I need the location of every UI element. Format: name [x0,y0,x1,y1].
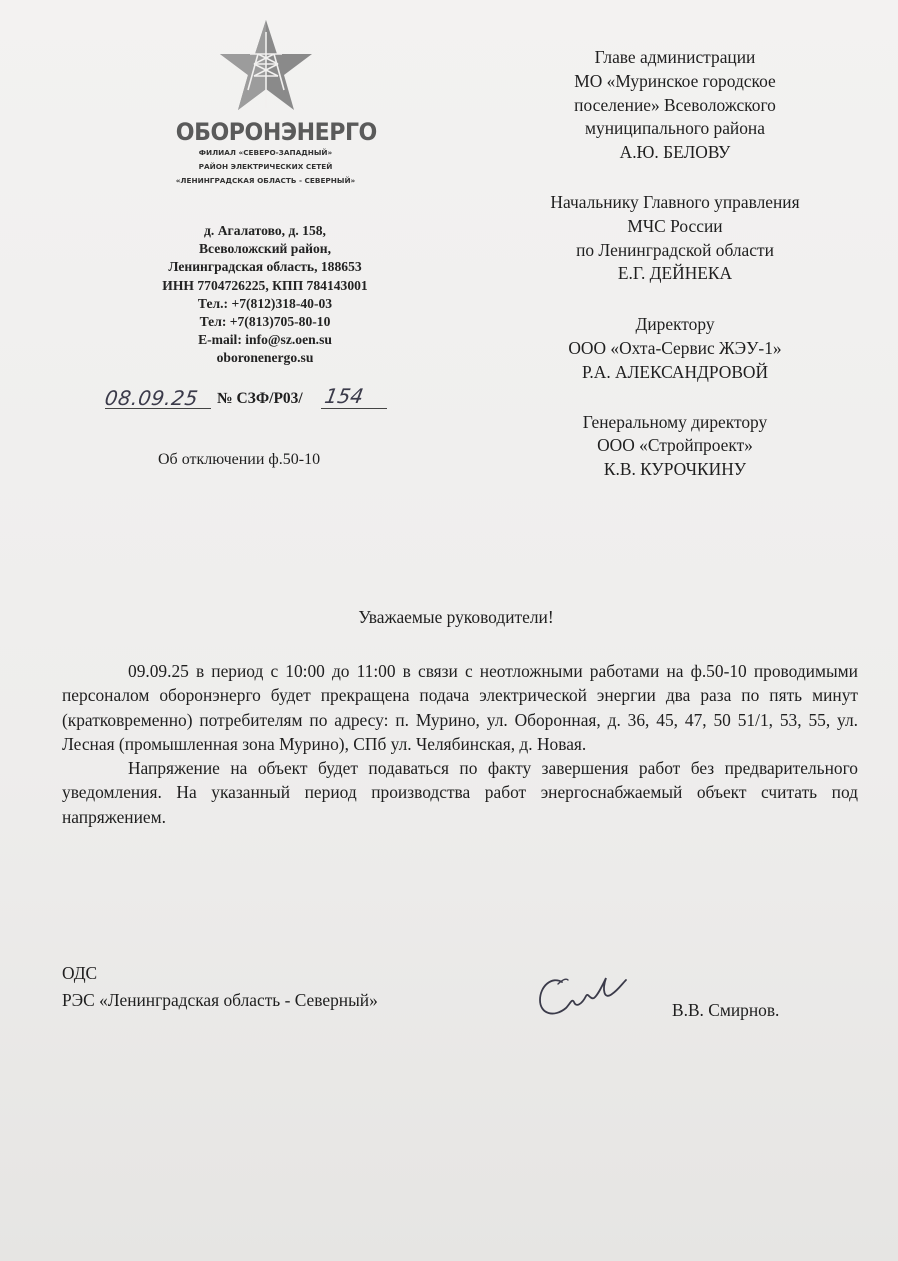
recipient-line: Е.Г. ДЕЙНЕКА [617,263,733,284]
signatory-org-line-2: РЭС «Ленинградская область - Северный» [62,990,378,1010]
sender-phone-2: Тел: +7(813)705-80-10 [199,314,331,330]
recipient-stroyproekt [490,411,860,482]
recipient-line: ООО «Охта-Сервис ЖЭУ-1» [568,337,782,358]
star-emblem-icon [218,18,314,116]
recipient-line: Р.А. АЛЕКСАНДРОВОЙ [581,361,769,382]
branch-line-3: «ЛЕНИНГРАДСКАЯ ОБЛАСТЬ - СЕВЕРНЫЙ» [175,176,356,185]
recipient-line: по Ленинградской области [576,239,774,260]
sender-email: E-mail: info@sz.oen.su [198,332,332,348]
sender-phone-1: Тел.: +7(812)318-40-03 [197,295,333,311]
recipient-line: К.В. КУРОЧКИНУ [603,459,747,480]
recipient-administration [490,46,860,165]
recipient-line: муниципального района [585,118,765,139]
signatory-name: В.В. Смирнов. [672,1000,780,1020]
branch-line-2: РАЙОН ЭЛЕКТРИЧЕСКИХ СЕТЕЙ [198,162,333,171]
recipient-line: Главе администрации [594,47,756,67]
signatory-org-line-1: ОДС [62,963,98,983]
recipient-line: Генеральному директору [582,411,768,432]
company-logo [168,18,377,188]
reference-label: № СЗФ/Р03/ [217,390,303,407]
letter-subject: Об отключении ф.50-10 [158,451,321,468]
signatory-organization [62,960,378,1014]
sender-address-line-3: Ленинградская область, 188653 [168,259,362,275]
recipient-line: поселение» Всеволожского [574,94,776,115]
recipient-okhta-service [490,313,860,384]
brand-name: ОБОРОНЭНЕРГО [175,118,377,146]
reference-line [105,386,405,416]
recipient-mchs [490,191,860,286]
recipient-line: МО «Муринское городское [574,70,776,91]
sender-address-line-1: д. Агалатово, д. 158, [204,223,326,238]
salutation: Уважаемые руководители! [358,607,554,627]
sender-details [120,222,410,368]
handwritten-reference-number: 154 [322,384,366,408]
sender-inn: ИНН 7704726225, КПП 784143001 [162,277,368,293]
handwritten-signature [532,968,632,1029]
date-underline [105,408,211,409]
recipient-line: МЧС России [627,215,723,236]
recipient-line: А.Ю. БЕЛОВУ [619,142,731,163]
recipient-line: ООО «Стройпроект» [597,435,753,456]
body-paragraph-2: Напряжение на объект будет подаваться по факту завершения работ без предварительного уведомления. На указанный период производства работ энергоснабжаемый объект считать под напряжением. [62,758,858,827]
recipient-line: Директору [635,314,715,335]
letter-body [62,659,858,829]
branch-line-1: ФИЛИАЛ «СЕВЕРО-ЗАПАДНЫЙ» [198,148,333,157]
handwritten-date: 08.09.25 [103,386,200,410]
recipient-line: Начальнику Главного управления [550,191,800,212]
body-paragraph-1: 09.09.25 в период с 10:00 до 11:00 в связи с неотложными работами на ф.50-10 проводимыми персоналом оборонэнерго будет прекращена подача электрической энергии два раза по пять минут (кратковременно) потребителям по адресу: п. Мурино, ул. Оборонная, д. 36, 45, 47, 50 51/1, 53, 55, ул. Лесная (промышленная зона Мурино), СПб ул. Челябинская, д. Новая. [62,661,858,754]
sender-website: oboronenergo.su [216,350,314,366]
number-underline [321,408,387,409]
recipients-block [490,46,860,508]
sender-address-line-2: Всеволожский район, [198,241,331,257]
